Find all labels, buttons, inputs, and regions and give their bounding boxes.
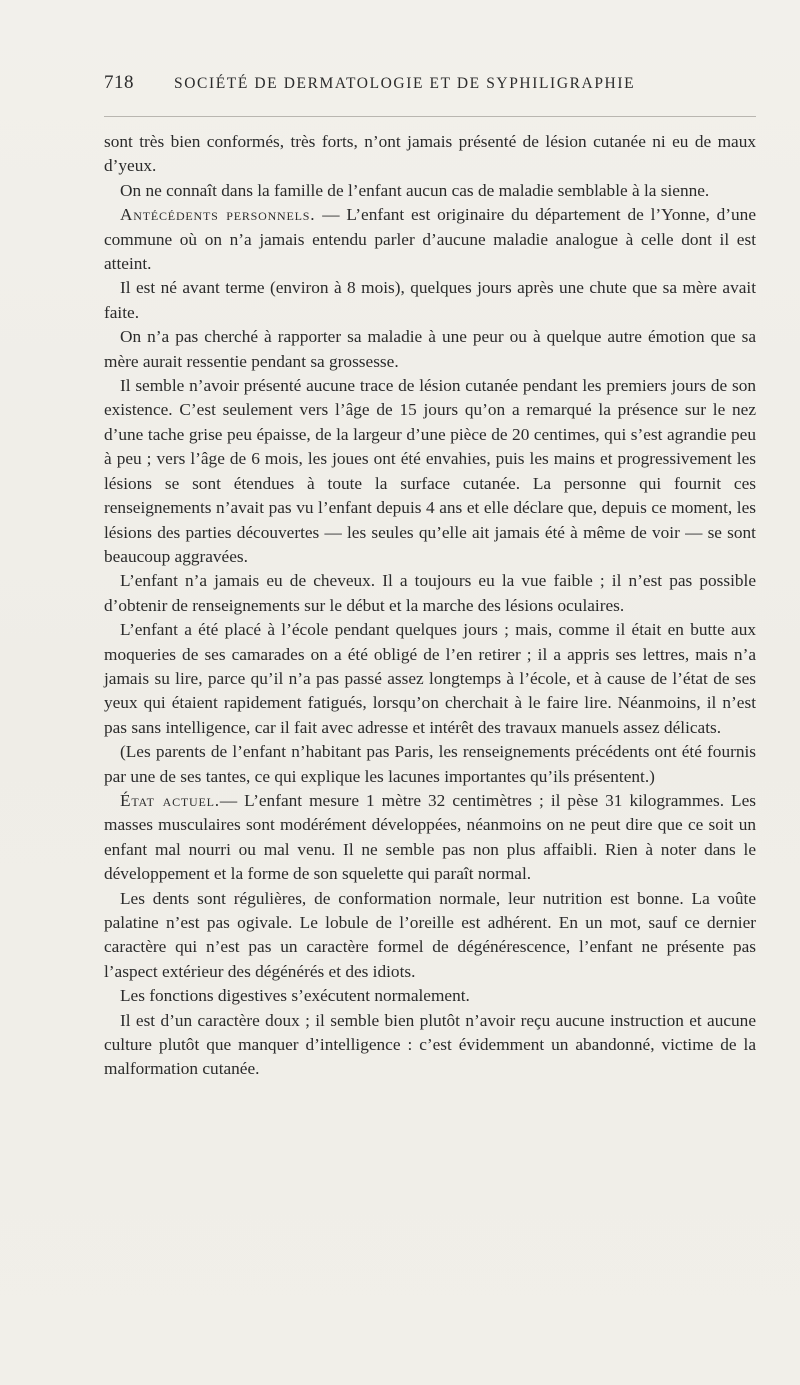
page-header bbox=[104, 72, 756, 102]
body-text bbox=[104, 130, 756, 1082]
running-title: SOCIÉTÉ DE DERMATOLOGIE ET DE SYPHILIGRAPHIE bbox=[174, 75, 636, 92]
header-rule bbox=[104, 116, 756, 117]
paragraph bbox=[104, 740, 756, 789]
paragraph-text: On ne connaît dans la famille de l’enfant aucun cas de maladie semblable à la sienne. bbox=[120, 180, 710, 200]
page-number: 718 bbox=[104, 72, 134, 93]
paragraph-text: L’enfant n’a jamais eu de cheveux. Il a toujours eu la vue faible ; il n’est pas possible d’obtenir de renseignements sur le début et la marche des lésions oculaires. bbox=[104, 571, 756, 615]
paragraph bbox=[104, 569, 756, 618]
paragraph-text: On n’a pas cherché à rapporter sa maladie à une peur ou à quelque autre émotion que sa mère aurait ressentie pendant sa grossesse. bbox=[104, 327, 756, 371]
paragraph bbox=[104, 325, 756, 374]
paragraph bbox=[104, 887, 756, 985]
paragraph-text: — L’enfant mesure 1 mètre 32 centimètres ; il pèse 31 kilogrammes. Les masses musculaires sont modérément développées, néanmoins on ne peut dire que ce soit un enfant mal nourri ou mal venu. Il ne semble pas non plus affaibli. Rien à noter dans le développement et la forme de son squelette qui paraît normal. bbox=[104, 790, 756, 884]
paragraph-text: Il est né avant terme (environ à 8 mois), quelques jours après une chute que sa mère avait faite. bbox=[104, 278, 756, 322]
paragraph bbox=[104, 984, 756, 1008]
paragraph bbox=[104, 179, 756, 203]
paragraph-text: L’enfant a été placé à l’école pendant quelques jours ; mais, comme il était en butte aux moqueries de ses camarades on a été obligé de l’en retirer ; il a appris ses lettres, mais n’a jamais su lire, parce qu’il n’a pas passé assez longtemps à l’école, et à cause de l’état de ses yeux qui étaient rapidement fatigués, lorsqu’on cherchait à le faire lire. Néanmoins, il n’est pas sans intelligence, car il fait avec adresse et intérêt des travaux manuels assez délicats. bbox=[104, 620, 756, 737]
paragraph bbox=[104, 276, 756, 325]
paragraph bbox=[104, 1009, 756, 1082]
paragraph-text: Les dents sont régulières, de conformation normale, leur nutrition est bonne. La voûte palatine n’est pas ogivale. Le lobule de l’oreille est adhérent. En un mot, sauf ce dernier caractère qui n’est pas un caractère formel de dégénérescence, l’enfant ne présente pas l’aspect extérieur des dégénérés et des idiots. bbox=[104, 888, 756, 981]
paragraph bbox=[104, 374, 756, 569]
paragraph-text: Il semble n’avoir présenté aucune trace de lésion cutanée pendant les premiers jours de son existence. C’est seulement vers l’âge de 15 jours qu’on a remarqué la présence sur le nez d’une tache grise peu épaisse, de la largeur d’une pièce de 20 centimes, qui s’est agrandie peu à peu ; vers l’âge de 6 mois, les joues ont été envahies, puis les mains et progressivement les lésions se sont étendues à toute la surface cutanée. La personne qui fournit ces renseignements n’avait pas vu l’enfant depuis 4 ans et elle déclare que, depuis ce moment, les lésions des parties découvertes — les seules qu’elle ait jamais été à même de voir — se sont beaucoup aggravées. bbox=[104, 376, 756, 566]
paragraph-text: Les fonctions digestives s’exécutent normalement. bbox=[120, 986, 470, 1006]
section-heading: Antécédents personnels. bbox=[120, 205, 316, 225]
paragraph-text: sont très bien conformés, très forts, n’ont jamais présenté de lésion cutanée ni eu de maux d’yeux. bbox=[104, 132, 756, 176]
paragraph bbox=[104, 789, 756, 887]
paragraph-text: Il est d’un caractère doux ; il semble bien plutôt n’avoir reçu aucune instruction et aucune culture plutôt que manquer d’intelligence : c’est évidemment un abandonné, victime de la malformation cutanée. bbox=[104, 1010, 756, 1079]
paragraph-text: — L’enfant est originaire du département de l’Yonne, d’une commune où on n’a jamais entendu parler d’aucune maladie analogue à celle dont il est atteint. bbox=[104, 205, 756, 274]
paragraph bbox=[104, 130, 756, 179]
section-heading: État actuel. bbox=[120, 790, 220, 810]
paragraph-text: (Les parents de l’enfant n’habitant pas Paris, les renseignements précédents ont été fournis par une de ses tantes, ce qui explique les lacunes importantes qu’ils présentent.) bbox=[104, 742, 756, 786]
paragraph bbox=[104, 618, 756, 740]
paragraph bbox=[104, 203, 756, 276]
